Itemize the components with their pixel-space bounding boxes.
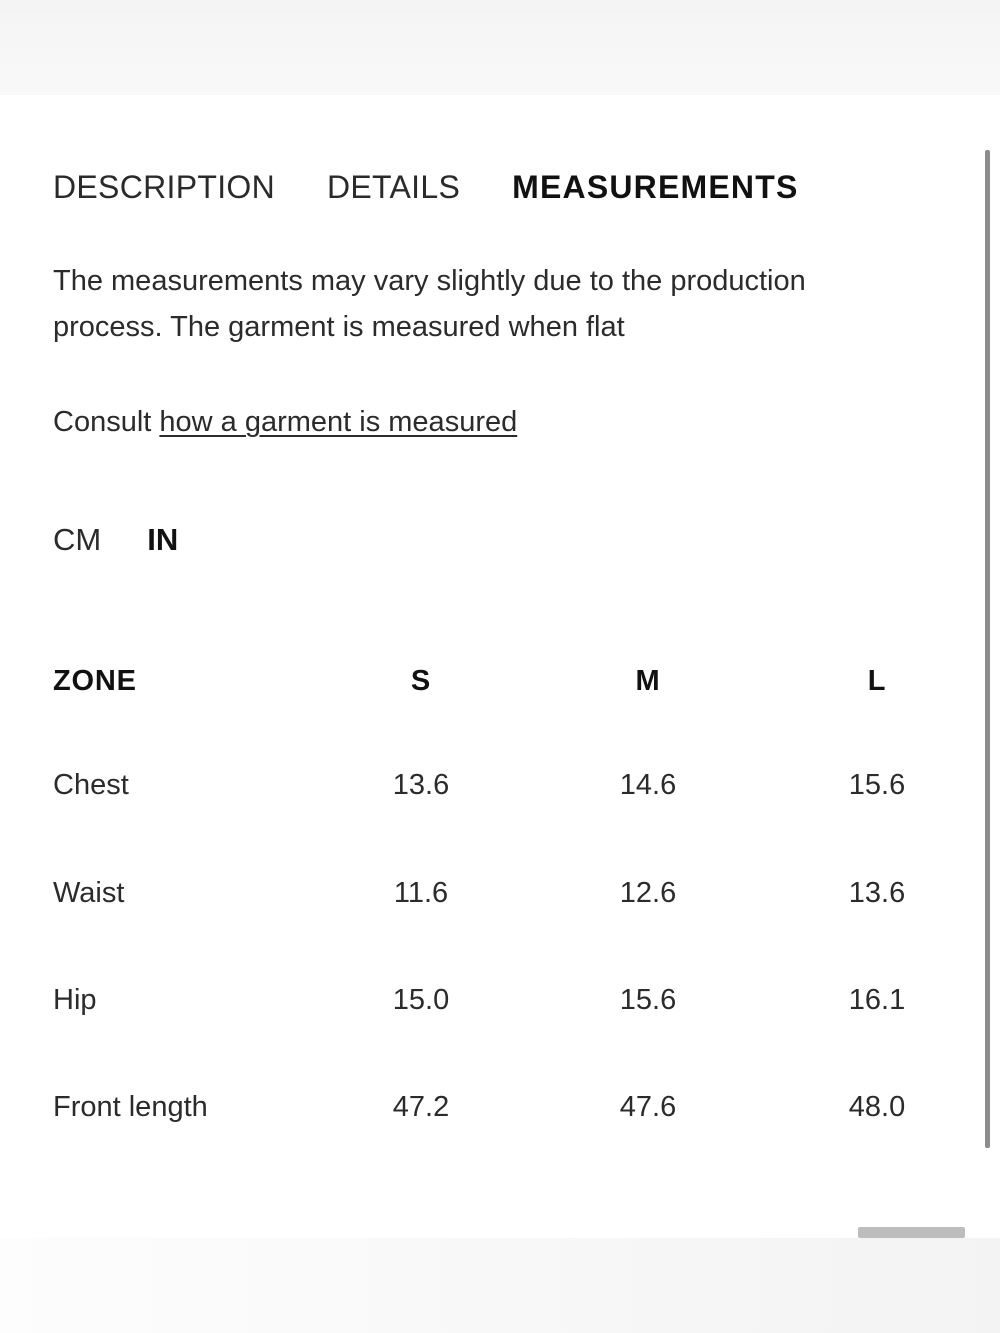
cell-chest-m: 14.6 [619,769,677,801]
row-label-hip: Hip [53,984,97,1016]
consult-prefix: Consult [53,406,160,438]
cell-chest-s: 13.6 [392,769,450,801]
horizontal-scrollbar[interactable] [858,1227,965,1238]
consult-guide [53,402,517,442]
how-measured-link[interactable]: how a garment is measured [159,406,518,438]
cell-hip-m: 15.6 [619,984,677,1016]
unit-toggle [53,520,178,560]
top-background-band [0,0,1000,95]
tab-description[interactable]: DESCRIPTION [53,168,275,205]
bottom-background-band [0,1238,1000,1333]
unit-in-button[interactable]: IN [147,522,179,557]
header-size-m: M [635,665,661,697]
cell-front-length-s: 47.2 [392,1091,450,1123]
header-zone: ZONE [53,665,137,697]
cell-waist-m: 12.6 [619,877,677,909]
tab-details[interactable]: DETAILS [327,168,461,205]
product-info-tabs [53,167,799,207]
cell-hip-s: 15.0 [392,984,450,1016]
vertical-scrollbar[interactable] [985,150,990,1148]
disclaimer-line-1: The measurements may vary slightly due to the production [53,265,806,297]
measurements-disclaimer [53,258,933,350]
row-label-waist: Waist [53,877,125,909]
cell-waist-s: 11.6 [393,877,449,909]
row-label-front-length: Front length [53,1091,208,1123]
cell-waist-l: 13.6 [848,877,906,909]
cell-hip-l: 16.1 [848,984,906,1016]
header-size-l: L [867,665,887,697]
unit-cm-button[interactable]: CM [53,522,102,557]
header-size-s: S [410,665,432,697]
tab-measurements[interactable]: MEASUREMENTS [512,168,799,205]
cell-front-length-m: 47.6 [619,1091,677,1123]
cell-chest-l: 15.6 [848,769,906,801]
cell-front-length-l: 48.0 [848,1091,906,1123]
disclaimer-line-2: process. The garment is measured when flat [53,311,625,343]
row-label-chest: Chest [53,769,129,801]
